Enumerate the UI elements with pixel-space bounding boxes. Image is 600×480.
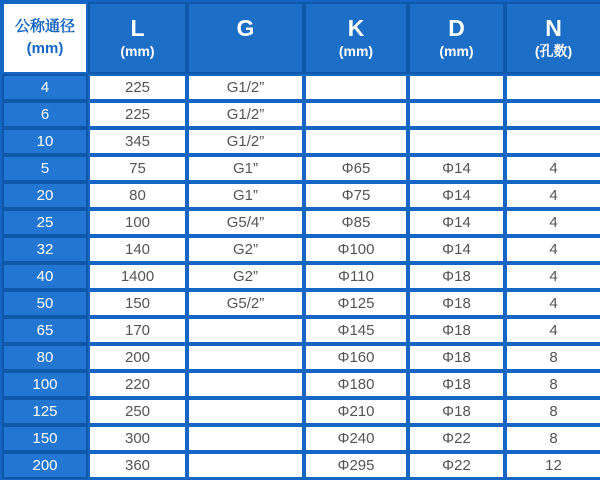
cell-G: [187, 317, 304, 344]
cell-L: 170: [88, 317, 187, 344]
cell-D: Φ18: [408, 398, 505, 425]
header-cell-G: [187, 2, 304, 74]
cell-nominal-diameter: 65: [2, 317, 88, 344]
header-cell-L: [88, 2, 187, 74]
cell-L: 225: [88, 101, 187, 128]
cell-nominal-diameter: 10: [2, 128, 88, 155]
cell-D: [408, 101, 505, 128]
cell-D: Φ14: [408, 155, 505, 182]
cell-D: Φ18: [408, 290, 505, 317]
cell-nominal-diameter: 50: [2, 290, 88, 317]
cell-G: [187, 425, 304, 452]
cell-nominal-diameter: 25: [2, 209, 88, 236]
cell-L: 150: [88, 290, 187, 317]
cell-N: 8: [505, 425, 600, 452]
cell-nominal-diameter: 20: [2, 182, 88, 209]
header-cell-D: [408, 2, 505, 74]
cell-G: G2”: [187, 236, 304, 263]
cell-nominal-diameter: 80: [2, 344, 88, 371]
cell-G: G1/2”: [187, 74, 304, 101]
header-unit-D: (mm): [439, 43, 474, 60]
header-unit-L: (mm): [120, 43, 155, 60]
cell-D: Φ18: [408, 263, 505, 290]
cell-L: 100: [88, 209, 187, 236]
cell-nominal-diameter: 100: [2, 371, 88, 398]
cell-L: 1400: [88, 263, 187, 290]
table-row: [2, 398, 600, 425]
table-row: [2, 128, 600, 155]
cell-nominal-diameter: 125: [2, 398, 88, 425]
cell-nominal-diameter: 200: [2, 452, 88, 479]
cell-N: 8: [505, 371, 600, 398]
cell-L: 345: [88, 128, 187, 155]
cell-G: [187, 371, 304, 398]
cell-G: G1”: [187, 155, 304, 182]
cell-D: Φ18: [408, 317, 505, 344]
cell-D: [408, 128, 505, 155]
header-letter-L: L: [130, 15, 145, 42]
cell-D: Φ14: [408, 236, 505, 263]
header-unit-N: (孔数): [534, 43, 573, 60]
cell-G: G1/2”: [187, 101, 304, 128]
cell-K: Φ75: [304, 182, 408, 209]
cell-nominal-diameter: 4: [2, 74, 88, 101]
cell-K: Φ145: [304, 317, 408, 344]
cell-K: Φ125: [304, 290, 408, 317]
table-row: [2, 74, 600, 101]
header-unit-K: (mm): [338, 43, 374, 60]
table-row: [2, 425, 600, 452]
table-row: [2, 317, 600, 344]
cell-N: 4: [505, 155, 600, 182]
cell-D: Φ18: [408, 371, 505, 398]
cell-K: Φ180: [304, 371, 408, 398]
table-row: [2, 155, 600, 182]
table-row: [2, 263, 600, 290]
cell-nominal-diameter: 5: [2, 155, 88, 182]
cell-D: Φ14: [408, 209, 505, 236]
table-body: [2, 74, 600, 479]
cell-N: 4: [505, 317, 600, 344]
cell-K: Φ65: [304, 155, 408, 182]
cell-G: G1”: [187, 182, 304, 209]
header-unit-G: [189, 44, 302, 61]
cell-L: 220: [88, 371, 187, 398]
cell-nominal-diameter: 32: [2, 236, 88, 263]
header-letter-G: G: [236, 15, 255, 42]
cell-K: [304, 74, 408, 101]
cell-K: Φ240: [304, 425, 408, 452]
cell-K: [304, 128, 408, 155]
header-cell-N: [505, 2, 600, 74]
nominal-diameter-unit: (mm): [26, 40, 64, 57]
cell-L: 200: [88, 344, 187, 371]
cell-G: G5/4”: [187, 209, 304, 236]
cell-N: 4: [505, 182, 600, 209]
table-row: [2, 371, 600, 398]
cell-N: 4: [505, 209, 600, 236]
cell-K: Φ210: [304, 398, 408, 425]
cell-N: 8: [505, 344, 600, 371]
table-header: [2, 2, 600, 74]
header-letter-D: D: [448, 15, 465, 42]
cell-L: 250: [88, 398, 187, 425]
table-row: [2, 182, 600, 209]
nominal-diameter-label: 公称通径: [14, 18, 75, 36]
cell-nominal-diameter: 6: [2, 101, 88, 128]
header-row: [2, 2, 600, 74]
cell-G: [187, 398, 304, 425]
cell-nominal-diameter: 40: [2, 263, 88, 290]
cell-L: 225: [88, 74, 187, 101]
cell-N: 4: [505, 263, 600, 290]
cell-D: Φ22: [408, 425, 505, 452]
header-letter-N: N: [545, 15, 562, 42]
header-letter-K: K: [347, 15, 365, 42]
cell-L: 80: [88, 182, 187, 209]
table-row: [2, 290, 600, 317]
cell-N: [505, 128, 600, 155]
cell-N: [505, 74, 600, 101]
cell-G: G1/2”: [187, 128, 304, 155]
cell-D: [408, 74, 505, 101]
cell-N: 12: [505, 452, 600, 479]
cell-D: Φ22: [408, 452, 505, 479]
table-row: [2, 209, 600, 236]
cell-G: [187, 344, 304, 371]
cell-K: Φ295: [304, 452, 408, 479]
cell-G: G5/2”: [187, 290, 304, 317]
cell-D: Φ18: [408, 344, 505, 371]
cell-L: 300: [88, 425, 187, 452]
table-row: [2, 236, 600, 263]
cell-K: [304, 101, 408, 128]
table-row: [2, 101, 600, 128]
cell-L: 140: [88, 236, 187, 263]
cell-nominal-diameter: 150: [2, 425, 88, 452]
table-row: [2, 452, 600, 479]
cell-N: 8: [505, 398, 600, 425]
table-row: [2, 344, 600, 371]
cell-N: 4: [505, 236, 600, 263]
header-cell-nominal-diameter: [2, 2, 88, 74]
cell-K: Φ160: [304, 344, 408, 371]
cell-G: G2”: [187, 263, 304, 290]
cell-K: Φ85: [304, 209, 408, 236]
cell-G: [187, 452, 304, 479]
cell-N: 4: [505, 290, 600, 317]
cell-D: Φ14: [408, 182, 505, 209]
cell-K: Φ110: [304, 263, 408, 290]
header-cell-K: [304, 2, 408, 74]
cell-N: [505, 101, 600, 128]
cell-L: 360: [88, 452, 187, 479]
cell-K: Φ100: [304, 236, 408, 263]
cell-L: 75: [88, 155, 187, 182]
